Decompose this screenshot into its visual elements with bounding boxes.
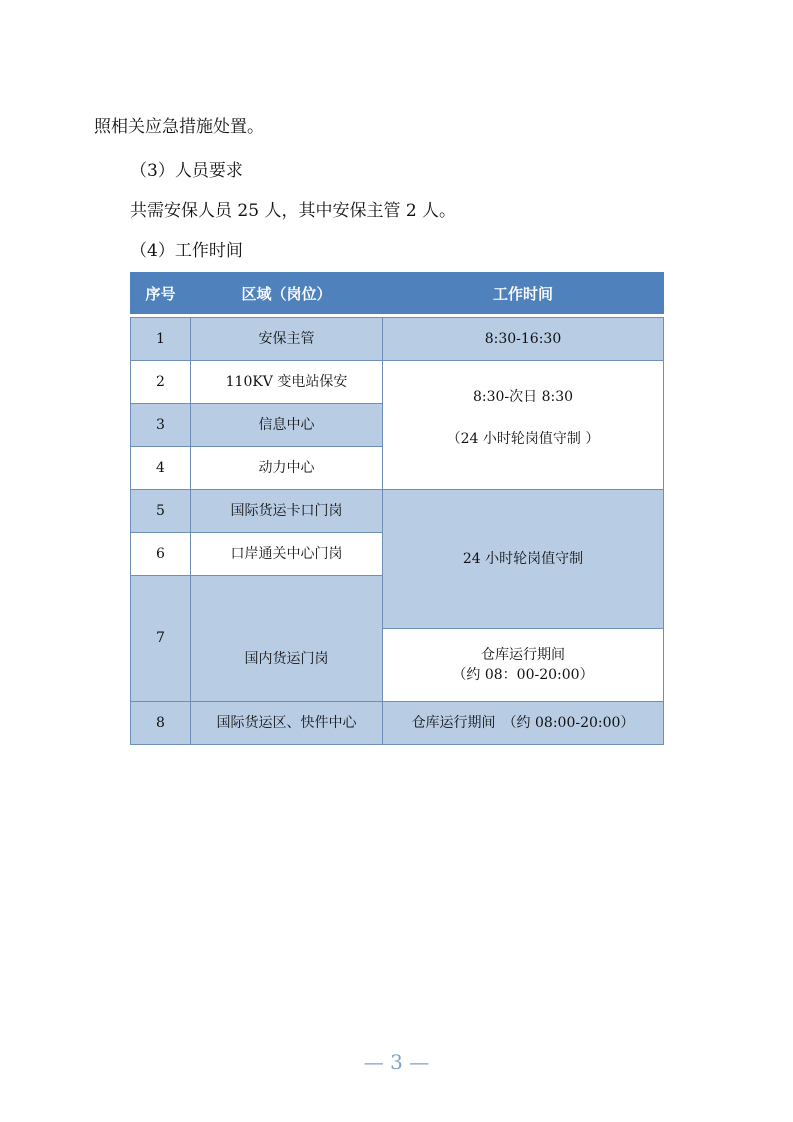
table-cell-area: 110KV 变电站保安 [190, 360, 383, 404]
table-cell-number: 2 [130, 360, 191, 404]
table-cell-area: 动力中心 [190, 446, 383, 490]
paragraph-staffing: 共需安保人员 25 人，其中安保主管 2 人。 [130, 201, 457, 221]
header-cell-area: 区域（岗位） [190, 272, 383, 315]
paragraph-continuation: 照相关应急措施处置。 [94, 117, 264, 137]
time-line: （约 08：00-20:00） [452, 667, 594, 683]
table-cell-time: 8:30-16:30 [382, 317, 664, 361]
header-cell-number: 序号 [130, 272, 191, 315]
table-cell-number: 5 [130, 489, 191, 533]
table-cell-area: 国际货运卡口门岗 [190, 489, 383, 533]
table-cell-number: 6 [130, 532, 191, 576]
table-cell-time-merged-2-4 [382, 360, 664, 490]
table-cell-number: 1 [130, 317, 191, 361]
time-line: 8:30-次日 8:30 [472, 389, 574, 405]
table-cell-time: 仓库运行期间 （约 08:00-20:00） [382, 701, 664, 745]
header-cell-time: 工作时间 [382, 272, 664, 315]
table-cell-number: 7 [130, 575, 191, 702]
table-cell-area: 国际货运区、快件中心 [190, 701, 383, 745]
table-cell-number: 8 [130, 701, 191, 745]
section-heading-staffing: （3）人员要求 [130, 161, 243, 181]
table-cell-number: 3 [130, 403, 191, 447]
time-line: （24 小时轮岗值守制 ） [446, 431, 600, 447]
time-line: 仓库运行期间 [481, 647, 565, 663]
table-cell-number: 4 [130, 446, 191, 490]
table-cell-area: 安保主管 [190, 317, 383, 361]
table-cell-time-merged-5-7: 24 小时轮岗值守制 [382, 489, 664, 629]
table-cell-area: 信息中心 [190, 403, 383, 447]
page-number: — 3 — [363, 1050, 430, 1074]
section-heading-work-time: （4）工作时间 [130, 241, 243, 261]
table-cell-area: 口岸通关中心门岗 [190, 532, 383, 576]
table-cell-time-row-7 [382, 628, 664, 702]
schedule-table [130, 272, 664, 745]
table-cell-area: 国内货运门岗 [190, 575, 383, 702]
